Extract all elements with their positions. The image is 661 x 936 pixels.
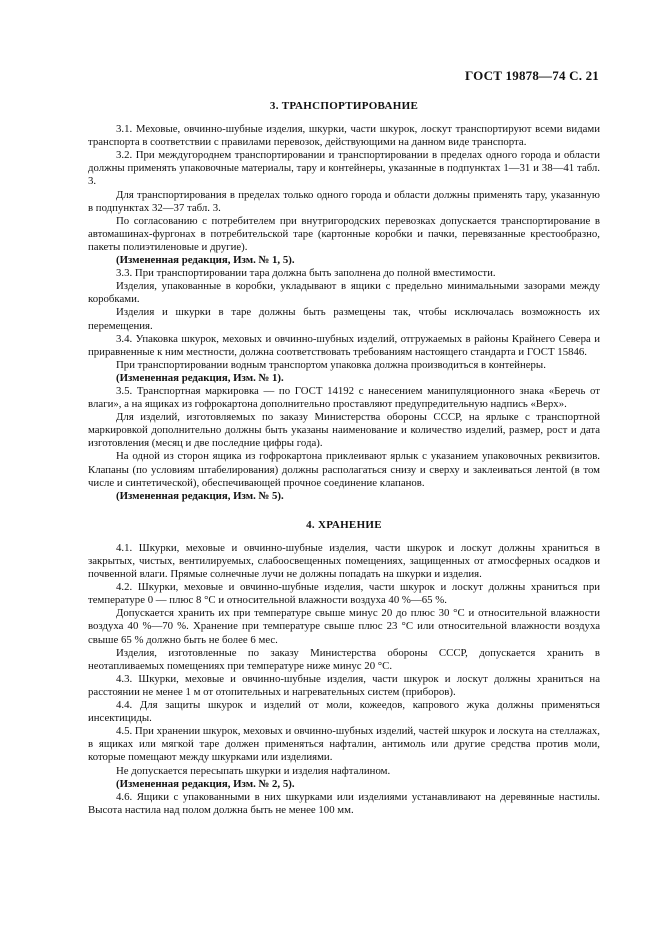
paragraph: 3.5. Транспортная маркировка — по ГОСТ 14192 с нанесением манипуляционного знака «Беречь от влаги», а на ящиках из гофрокартона дополнительно проставляют предупредительную надпись «Верх». (88, 384, 600, 411)
paragraph: По согласованию с потребителем при внутригородских перевозках допускается транспортирование в автомашинах-фургонах в потребительской таре (картонные коробки и пачки, перевязанные крестообразно, пакеты полиэтиленовые и другие). (88, 214, 600, 253)
paragraph: На одной из сторон ящика из гофрокартона приклеивают ярлык с указанием упаковочных реквизитов. Клапаны (по условиям штабелирования) должны располагаться снизу и сверху и заклеиваться лентой (в том числе и синтетической), обеспечивающей прочное соединение клапанов. (88, 450, 600, 489)
amendment-note: (Измененная редакция, Изм. № 2, 5). (116, 777, 295, 790)
paragraph: 4.1. Шкурки, меховые и овчинно-шубные изделия, части шкурок и лоскут должны храниться в закрытых, чистых, вентилируемых, слабоосвещенных помещениях, защищенных от атмосферных осадков и почвенной влаги. Прямые солнечные лучи не должны попадать на шкурки и изделия. (88, 541, 600, 581)
paragraph: 3.3. При транспортировании тара должна быть заполнена до полной вместимости. (116, 267, 496, 280)
paragraph: Для изделий, изготовляемых по заказу Министерства обороны СССР, на ярлыке с транспортной маркировкой дополнительно должны быть указаны наименование и количество изделий, размер, рост и дата изготовления (месяц и две последние цифры года). (88, 411, 600, 450)
section-title-storage: 4. ХРАНЕНИЕ (306, 518, 382, 531)
paragraph: 4.3. Шкурки, меховые и овчинно-шубные изделия, части шкурок и лоскут должны храниться на расстоянии не менее 1 м от отопительных и нагревательных систем (приборов). (88, 672, 600, 698)
paragraph: Изделия, упакованные в коробки, укладывают в ящики с предельно минимальными зазорами между коробками. (88, 280, 600, 306)
paragraph: 4.6. Ящики с упакованными в них шкурками или изделиями устанавливают на деревянные настилы. Высота настила над полом должна быть не менее 100 мм. (88, 790, 600, 816)
paragraph: Допускается хранить их при температуре свыше минус 20 до плюс 30 °С и относительной влажности воздуха 40 %—70 %. Хранение при температуре свыше плюс 23 °С или относительной влажности воздуха свыше 65 % должно быть не более 6 мес. (88, 607, 600, 646)
amendment-note: (Измененная редакция, Изм. № 5). (116, 489, 284, 502)
amendment-note: (Измененная редакция, Изм. № 1). (116, 371, 284, 384)
paragraph: 4.2. Шкурки, меховые и овчинно-шубные изделия, части шкурок и лоскут должны храниться при температуре 0 — плюс 8 °С и относительной влажности воздуха 40 %—65 %. (88, 581, 600, 607)
paragraph: Изделия и шкурки в таре должны быть размещены так, чтобы исключалась возможность их перемещения. (88, 306, 600, 332)
paragraph: 3.2. При междугороднем транспортировании и транспортировании в пределах одного города и области должны применять упаковочные материалы, тару и контейнеры, указанные в подпунктах 1—31 и 38—41 табл. 3. (88, 149, 600, 188)
paragraph: Не допускается пересыпать шкурки и изделия нафталином. (116, 764, 391, 777)
document-body (88, 100, 600, 817)
paragraph: 4.4. Для защиты шкурок и изделий от моли, кожеедов, капрового жука должны применяться инсектициды. (88, 699, 600, 725)
page-header: ГОСТ 19878—74 С. 21 (465, 68, 599, 83)
paragraph: 3.4. Упаковка шкурок, меховых и овчинно-шубных изделий, отгружаемых в районы Крайнего Севера и приравненные к ним местности, должна соответствовать требованиям настоящего стандарта и ГОСТ 15846. (88, 332, 600, 358)
paragraph: При транспортировании водным транспортом упаковка должна производиться в контейнеры. (116, 358, 546, 371)
paragraph: 4.5. При хранении шкурок, меховых и овчинно-шубных изделий, частей шкурок и лоскута на стеллажах, в ящиках или мягкой таре должен применяться нафталин, антимоль или другие средства против моли, которые помещают между шкурками или изделиями. (88, 725, 600, 764)
paragraph: 3.1. Меховые, овчинно-шубные изделия, шкурки, части шкурок, лоскут транспортируют всеми видами транспорта в соответствии с правилами перевозок, действующими на данном виде транспорта. (88, 123, 600, 149)
section-title-transport: 3. ТРАНСПОРТИРОВАНИЕ (269, 100, 419, 112)
amendment-note: (Измененная редакция, Изм. № 1, 5). (116, 254, 295, 267)
paragraph: Для транспортирования в пределах только одного города и области должны применять тару, указанную в подпунктах 32—37 табл. 3. (88, 188, 600, 214)
paragraph: Изделия, изготовленные по заказу Министерства обороны СССР, допускается хранить в неотапливаемых помещениях при температуре ниже минус 20 °С. (88, 646, 600, 672)
